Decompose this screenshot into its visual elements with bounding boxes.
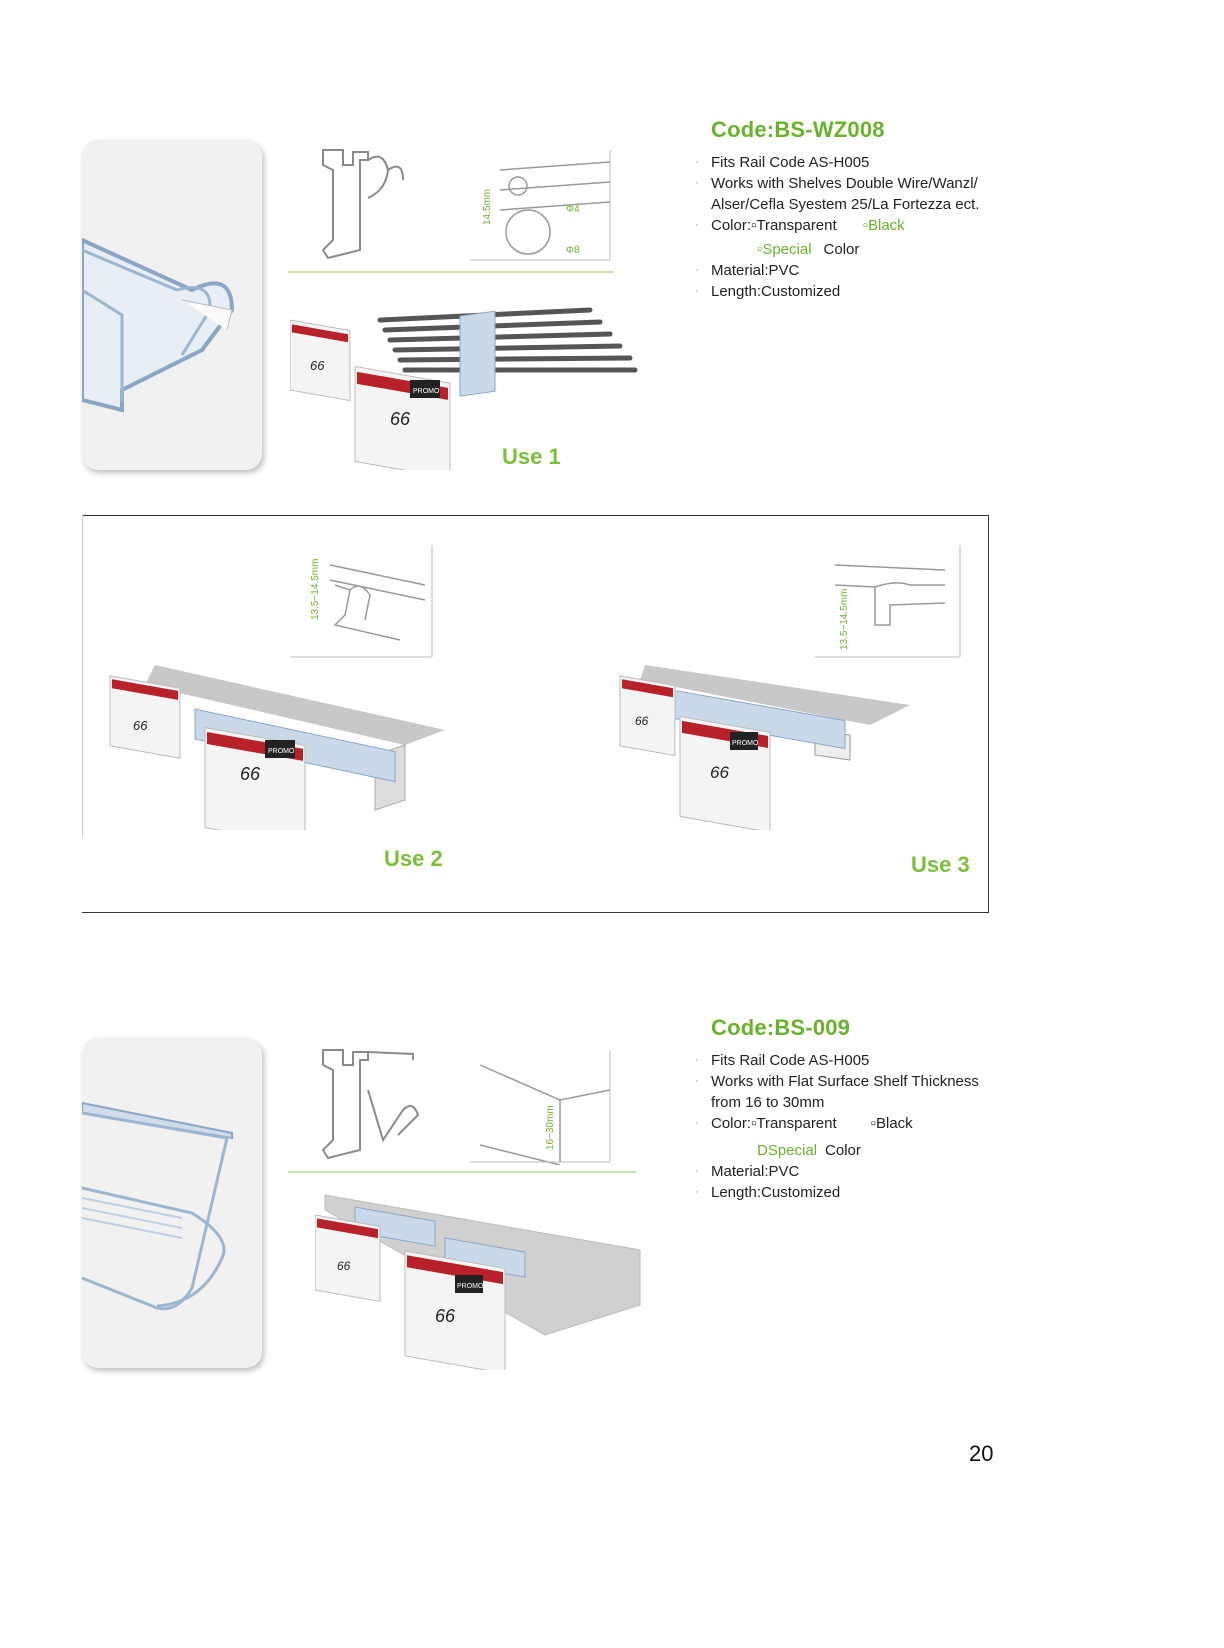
product-thumbnail-wz008 (82, 140, 262, 470)
dimension-text: 13.5~14.5mm (310, 558, 321, 620)
price-text-small: 66 (337, 1259, 351, 1273)
product-code-bs009: Code:BS-009 (711, 1015, 851, 1040)
spec-item: · Fits Rail Code AS-H005 (695, 1052, 870, 1069)
product-code-wz008: Code:BS-WZ008 (711, 117, 885, 142)
promo-text: PROMO (732, 740, 759, 747)
spec-list-wz008 (695, 152, 1015, 302)
esl-label-large (205, 728, 305, 830)
thickness-diagram-bs009 (470, 1050, 615, 1165)
checkbox-icon: ▫ (862, 217, 868, 234)
use3-label: Use 3 (911, 852, 970, 877)
use2-label: Use 2 (384, 846, 443, 871)
spec-material: · Material:PVC (695, 1163, 800, 1180)
esl-label-large (405, 1251, 505, 1370)
price-text-large: 66 (710, 763, 729, 782)
price-text-small: 66 (635, 714, 649, 728)
spec-item: from 16 to 30mm (711, 1094, 825, 1111)
spec-list-bs009 (695, 1050, 1015, 1203)
use1-illustration (290, 300, 650, 470)
price-text-small: 66 (133, 718, 148, 733)
spec-item: Alser/Cefla Syestem 25/La Fortezza ect. (711, 196, 980, 213)
frame-left-edge (82, 515, 83, 837)
spec-color-special: DSpecial Color (757, 1142, 861, 1159)
spec-color-special: ▫Special Color (757, 241, 860, 258)
esl-label-small (620, 676, 675, 756)
esl-label-small (110, 676, 180, 758)
spec-material: · Material:PVC (695, 262, 800, 279)
promo-text: PROMO (457, 1283, 484, 1290)
dimension-phi8: Φ8 (566, 245, 580, 256)
spec-item: · Works with Shelves Double Wire/Wanzl/ (695, 175, 978, 192)
esl-label-small (315, 1215, 380, 1301)
spec-length: · Length:Customized (695, 283, 841, 300)
price-text-large: 66 (240, 764, 261, 784)
checkbox-icon: ▫ (751, 1115, 757, 1132)
esl-label-large (355, 366, 450, 470)
product-thumbnail-bs009 (82, 1038, 262, 1368)
checkbox-icon: ▫ (751, 217, 757, 234)
spec-item: · Works with Flat Surface Shelf Thickness (695, 1073, 979, 1090)
page-number: 20 (969, 1441, 994, 1466)
use1-label: Use 1 (502, 444, 561, 469)
price-text-small: 66 (310, 358, 325, 373)
use3-illustration (615, 660, 915, 830)
checkbox-icon: ▫ (870, 1115, 876, 1132)
dimension-text: 13.5~14.5mm (839, 588, 850, 650)
price-text-large: 66 (435, 1306, 456, 1326)
dimension-text: 14.5mm (482, 188, 493, 225)
checkbox-icon: ▫ (757, 241, 763, 258)
spec-item: · Fits Rail Code AS-H005 (695, 154, 870, 171)
price-text-large: 66 (390, 409, 411, 429)
spec-color: · Color:▫Transparent ▫Black (695, 1115, 913, 1132)
use2-dimension-diagram (290, 545, 440, 660)
promo-text: PROMO (413, 388, 440, 395)
wire-diagram-wz008 (470, 150, 615, 270)
spec-length: · Length:Customized (695, 1184, 841, 1201)
promo-text: PROMO (268, 748, 295, 755)
esl-label-large (680, 716, 770, 830)
dimension-text: 16~30mm (545, 1105, 556, 1150)
use2-illustration (105, 660, 450, 830)
use3-dimension-diagram (815, 545, 965, 660)
spec-color: · Color:▫Transparent ▫Black (695, 217, 905, 234)
dimension-phi4: Φ4 (566, 204, 580, 215)
esl-label-small (290, 320, 350, 401)
bs009-illustration (315, 1190, 645, 1370)
